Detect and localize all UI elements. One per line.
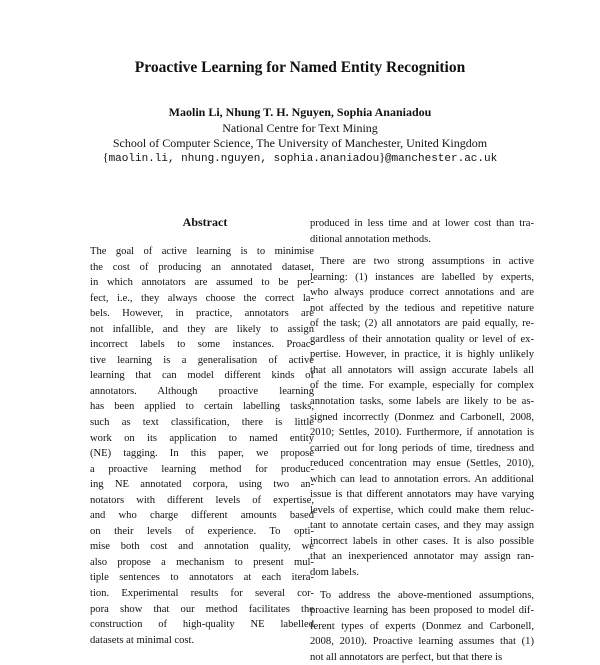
- text-line: pertise. However, in practice, it is highly unlikely: [310, 349, 534, 361]
- text-line: gardless of their annotation quality or level of ex-: [310, 333, 534, 345]
- intro-paragraph-2: [310, 254, 534, 580]
- text-line: issue is that different annotators may have varying: [310, 489, 534, 501]
- text-line: ditional annotation methods.: [310, 233, 431, 245]
- text-line: dom labels.: [310, 567, 359, 579]
- text-line: The goal of active learning is to minimise: [90, 246, 314, 257]
- text-line: datasets at minimal cost.: [90, 634, 195, 646]
- text-line: carried out for long periods of time, tiredness and: [310, 442, 534, 454]
- text-line: pora show that our method facilitates the: [90, 603, 314, 615]
- intro-paragraph-1: [310, 216, 534, 247]
- email-brace-close: }: [379, 150, 385, 164]
- text-line: that all annotators will assign accurate labels all: [310, 364, 534, 376]
- text-line: in which annotators are assumed to be per-: [90, 277, 314, 289]
- text-line: bels. However, in practice, annotators are: [90, 308, 314, 320]
- text-line: There are two strong assumptions in active: [320, 256, 534, 268]
- text-line: produced in less time and at lower cost than tra-: [310, 218, 534, 229]
- text-line: not infallible, and they are likely to assign: [90, 323, 314, 335]
- author-list: Maolin Li, Nhung T. H. Nguyen, Sophia Ananiadou: [168, 105, 432, 119]
- text-line: on their levels of experience. To opti-: [90, 525, 314, 537]
- text-line: of the time. For example, especially for complex: [310, 380, 534, 392]
- text-line: the cost of producing an annotated dataset,: [90, 261, 314, 273]
- author-emails: [0, 150, 600, 165]
- affiliation-school: School of Computer Science, The University of Manchester, United Kingdom: [112, 136, 488, 150]
- text-line: signed incorrectly (Donmez and Carbonell, 2008,: [310, 411, 534, 423]
- text-line: incorrect labels to some instances. Proac-: [90, 339, 314, 351]
- text-line: fect, i.e., they always choose the correct la-: [90, 292, 314, 304]
- text-line: has been applied to certain labelling tasks,: [90, 401, 314, 413]
- text-line: such as text classification, there is little: [90, 417, 314, 429]
- text-line: of the task; (2) all annotators are paid equally, re-: [310, 318, 534, 330]
- email-brace-open: {: [102, 150, 109, 164]
- text-line: tant to annotate certain cases, and they may assign: [310, 520, 534, 532]
- abstract-heading: Abstract: [182, 215, 228, 229]
- text-line: and who charge different amounts based: [90, 510, 314, 522]
- intro-paragraph-3: [310, 588, 534, 665]
- text-line: 2010; Settles, 2010). Furthermore, if annotation is: [310, 427, 534, 439]
- text-line: learning that can model different kinds of: [90, 370, 314, 382]
- text-line: which can lead to annotation errors. An additional: [310, 473, 534, 485]
- text-line: not affected by the tedious and repetitive nature: [310, 302, 534, 314]
- text-line: tion. Experimental results for several cor-: [90, 588, 314, 600]
- text-line: work on its application to named entity: [90, 432, 314, 444]
- text-line: levels of expertise, which could make them reluc-: [310, 504, 534, 516]
- text-line: notators with different levels of expertise,: [90, 494, 314, 506]
- text-line: incorrect labels in other cases. It is also possible: [310, 535, 534, 547]
- email-usernames: maolin.li, nhung.nguyen, sophia.ananiadou: [108, 153, 380, 165]
- abstract-body: [90, 244, 314, 648]
- text-line: proactive learning has been proposed to model dif-: [310, 605, 534, 617]
- text-line: mise both cost and annotation quality, we: [90, 541, 314, 553]
- text-line: that an inexperienced annotator may assign ran-: [310, 551, 534, 563]
- text-line: tive learning is a generalisation of active: [90, 354, 314, 366]
- text-line: also propose a mechanism to present mul-: [90, 556, 314, 568]
- introduction-body: [310, 216, 534, 665]
- text-line: a proactive learning method for produc-: [90, 463, 314, 475]
- text-line: To address the above-mentioned assumptions,: [320, 589, 534, 601]
- paper-title: Proactive Learning for Named Entity Recognition: [134, 59, 466, 76]
- text-line: (NE) tagging. In this paper, we propose: [90, 448, 314, 460]
- text-line: learning: (1) instances are labelled by experts,: [310, 271, 534, 283]
- text-line: reduced concentration may ensue (Settles, 2010),: [310, 458, 534, 470]
- affiliation-centre: National Centre for Text Mining: [222, 121, 378, 135]
- text-line: who always produce correct annotations and are: [310, 287, 534, 299]
- email-domain: @manchester.ac.uk: [384, 153, 498, 165]
- text-line: ferent types of experts (Donmez and Carbonell,: [310, 620, 534, 632]
- text-line: 2008, 2010). Proactive learning assumes that (1): [310, 636, 534, 648]
- text-line: annotation tasks, some labels are likely to be as-: [310, 396, 534, 408]
- text-line: ing NE annotated corpora, using two an-: [90, 479, 314, 491]
- text-line: not all annotators are perfect, but that there is: [310, 651, 503, 663]
- text-line: tiple sentences to annotators at each itera-: [90, 572, 314, 584]
- text-line: construction of high-quality NE labelled: [90, 619, 314, 631]
- text-line: annotators. Although proactive learning: [90, 385, 314, 397]
